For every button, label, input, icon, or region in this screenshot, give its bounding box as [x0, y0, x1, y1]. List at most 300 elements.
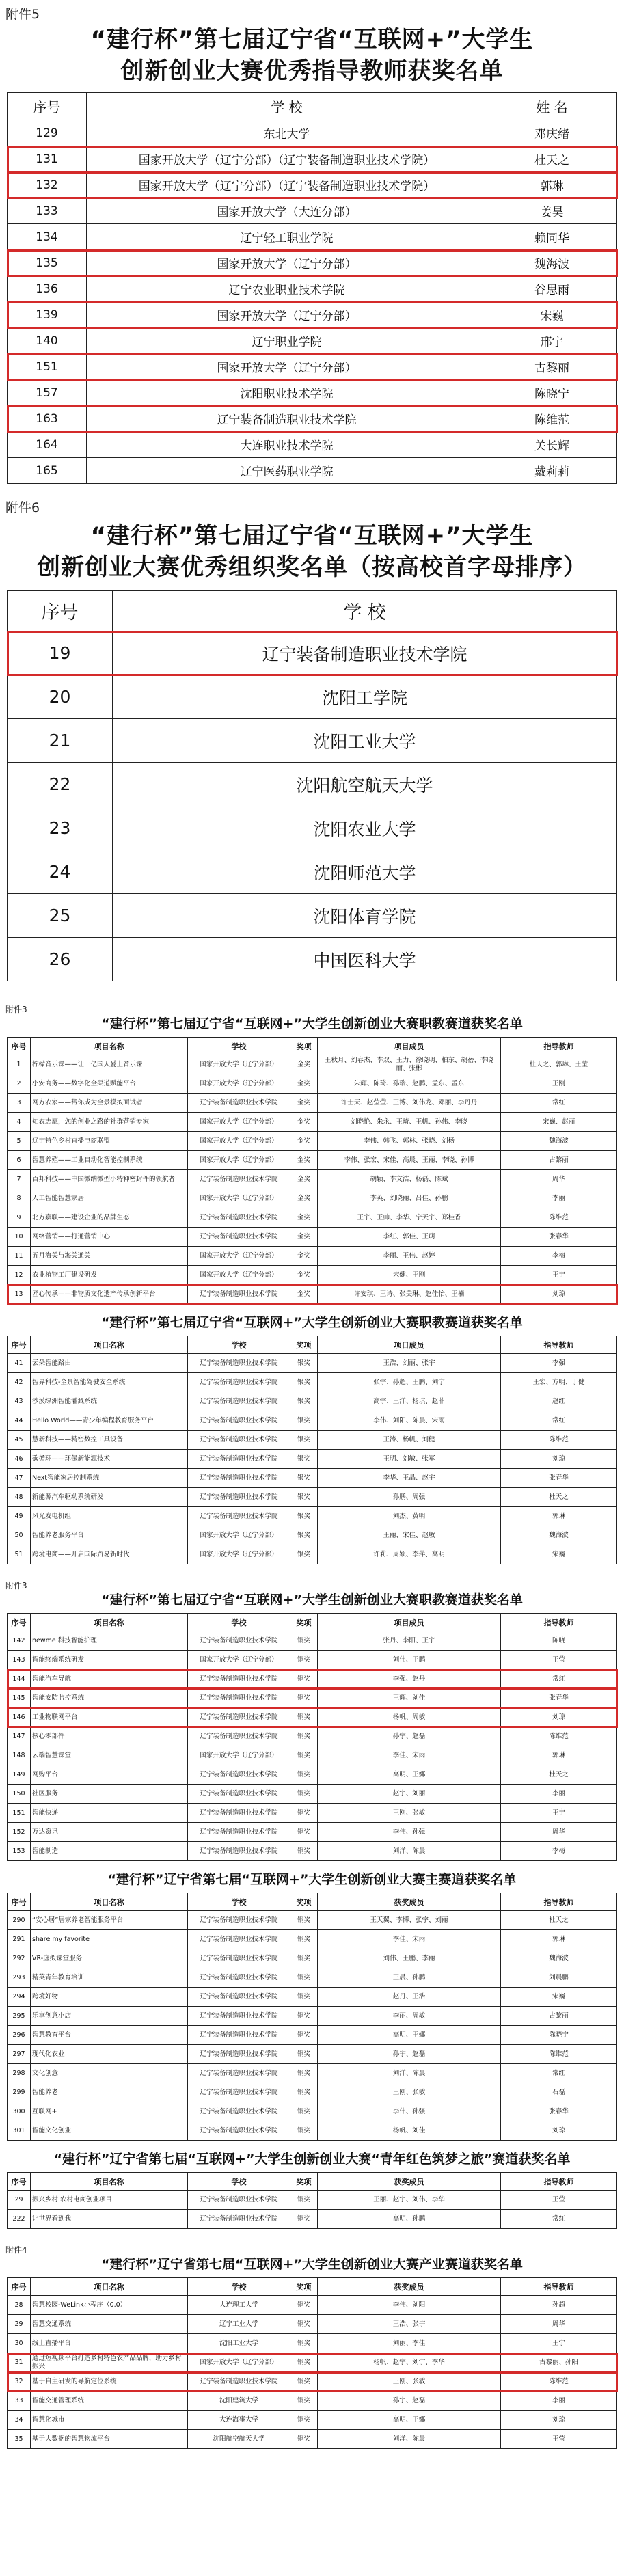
project-members: 李伟、张宏、宋佳、高晨、王丽、李晓、孙博: [318, 1151, 501, 1170]
row-number: 299: [8, 2083, 31, 2102]
project-members: 高明、王娜: [318, 2411, 501, 2430]
row-number: 144: [8, 1670, 31, 1689]
row-number: 26: [8, 938, 113, 981]
advisor-teacher: 常红: [501, 2210, 617, 2229]
project-members: 刘丽、李佳: [318, 2334, 501, 2353]
row-number: 140: [8, 328, 87, 354]
table-row: [8, 1189, 617, 1208]
row-number: 165: [8, 458, 87, 484]
advisor-teacher: 杜天之: [501, 1911, 617, 1930]
row-number: 8: [8, 1189, 31, 1208]
school-name: 国家开放大学（辽宁分部）: [188, 1113, 290, 1132]
project-name: 网方农家——帮你成为全景模拟面试者: [31, 1094, 188, 1113]
school-name: 辽宁装备制造职业技术学院: [188, 1392, 290, 1411]
main-track-rows: [8, 1911, 617, 2141]
industry-track-rows: [8, 2296, 617, 2449]
school-name: 辽宁装备制造职业技术学院: [188, 1469, 290, 1488]
school-name: 辽宁装备制造职业技术学院: [188, 1488, 290, 1507]
col-header-members: 项目成员: [318, 1038, 501, 1055]
advisor-teacher: 赵红: [501, 1392, 617, 1411]
row-number: 300: [8, 2102, 31, 2121]
project-name: 智能终端系统研发: [31, 1651, 188, 1670]
row-number: 150: [8, 1785, 31, 1804]
table-row: [8, 632, 617, 675]
project-members: 许安琪、王诗、张美琳、赵佳怡、王楠: [318, 1285, 501, 1304]
section4a-title: “建行杯”辽宁省第七届“互联网+”大学生创新创业大赛主赛道获奖名单: [107, 1872, 517, 1887]
award-level: 铜奖: [290, 2391, 318, 2411]
table-row: [8, 2045, 617, 2064]
col-header-members: 获奖成员: [318, 1893, 501, 1911]
project-name: 智能安防监控系统: [31, 1689, 188, 1708]
school-name: 辽宁装备制造职业技术学院: [188, 1373, 290, 1392]
project-members: 王涛、杨帆、刘健: [318, 1431, 501, 1450]
table-row: [8, 406, 617, 432]
row-number: 24: [8, 850, 113, 894]
table-row: [8, 2064, 617, 2083]
school-name: 辽宁装备制造职业技术学院: [188, 2210, 290, 2229]
table-row: [8, 1823, 617, 1842]
project-name: 知农志愿，您的创业之路的社群营销专家: [31, 1113, 188, 1132]
row-number: 151: [8, 354, 87, 380]
teacher-name: 谷思雨: [487, 276, 617, 302]
project-name: 人工智能智慧家居: [31, 1189, 188, 1208]
row-number: 50: [8, 1526, 31, 1545]
advisor-teacher: 陈晓: [501, 1631, 617, 1651]
award-level: 铜奖: [290, 2121, 318, 2141]
teacher-name: 古黎丽: [487, 354, 617, 380]
award-level: 铜奖: [290, 1651, 318, 1670]
table-row: [8, 302, 617, 328]
award-level: 铜奖: [290, 1631, 318, 1651]
project-members: 李伟、孙强: [318, 2102, 501, 2121]
table-row: [8, 354, 617, 380]
school-name: 国家开放大学（辽宁分部）（辽宁装备制造职业技术学院）: [87, 172, 487, 198]
col-header-members: 项目成员: [318, 1614, 501, 1631]
table-row: [8, 328, 617, 354]
project-members: 刘杰、黄明: [318, 1507, 501, 1526]
vocational-track-silver-table: [7, 1336, 617, 1564]
table-row: [8, 1842, 617, 1861]
project-members: 李佳、宋雨: [318, 1930, 501, 1949]
award-level: 金奖: [290, 1113, 318, 1132]
table-row: [8, 1670, 617, 1689]
section3c-title: “建行杯”第七届辽宁省“互联网+”大学生创新创业大赛职教赛道获奖名单: [101, 1592, 523, 1608]
school-name: 沈阳航空航天大学: [113, 763, 617, 806]
advisor-teacher: 刘琼: [501, 2411, 617, 2430]
project-members: 刘洋、陈晨: [318, 1842, 501, 1861]
award-level: 铜奖: [290, 1746, 318, 1765]
table-row: [8, 1151, 617, 1170]
project-members: 王浩、刘丽、张宇: [318, 1354, 501, 1373]
school-name: 沈阳体育学院: [113, 894, 617, 938]
advisor-teacher: 周华: [501, 1823, 617, 1842]
project-name: 乐享创意小店: [31, 2007, 188, 2026]
award-level: 铜奖: [290, 2411, 318, 2430]
table-row: [8, 1911, 617, 1930]
project-name: 智能制造: [31, 1842, 188, 1861]
school-name: 国家开放大学（辽宁分部）: [188, 1545, 290, 1564]
col-header-teacher: 指导教师: [501, 1614, 617, 1631]
advisor-teacher: 张春华: [501, 1469, 617, 1488]
row-number: 21: [8, 719, 113, 763]
award-level: 铜奖: [290, 2007, 318, 2026]
school-name: 大连理工大学: [188, 2296, 290, 2315]
award-level: 金奖: [290, 1228, 318, 1247]
award-level: 金奖: [290, 1189, 318, 1208]
school-name: 辽宁工业大学: [188, 2315, 290, 2334]
project-members: 李伟、刘阳、陈晨、宋雨: [318, 1411, 501, 1431]
teacher-name: 邓庆绪: [487, 120, 617, 146]
table-row: [8, 1266, 617, 1285]
row-number: 49: [8, 1507, 31, 1526]
table-row: [8, 2296, 617, 2315]
teacher-name: 赖同华: [487, 224, 617, 250]
table-row: [8, 2315, 617, 2334]
row-number: 2: [8, 1074, 31, 1094]
project-name: 线上直播平台: [31, 2334, 188, 2353]
col-header-award: 奖项: [290, 2278, 318, 2296]
col-header-members: 获奖成员: [318, 2278, 501, 2296]
row-number: 48: [8, 1488, 31, 1507]
advisor-teacher: 李丽: [501, 2391, 617, 2411]
row-number: 298: [8, 2064, 31, 2083]
project-members: 王天翼、李博、张宇、刘丽: [318, 1911, 501, 1930]
table-row: [8, 458, 617, 484]
advisor-teacher: 李梅: [501, 1247, 617, 1266]
school-name: 辽宁农业职业技术学院: [87, 276, 487, 302]
table-row: [8, 894, 617, 938]
table-row: [8, 1450, 617, 1469]
project-name: 通过短视频平台打造乡村特色农产品品牌，助力乡村振兴: [31, 2353, 188, 2372]
school-name: 辽宁装备制造职业技术学院: [188, 1949, 290, 1968]
table-row: [8, 1132, 617, 1151]
project-members: 王秋月、刘春杰、李双、王力、徐晓明、柏东、胡蓓、李晓丽、张彬: [318, 1055, 501, 1074]
table-row: [8, 2334, 617, 2353]
row-number: 296: [8, 2026, 31, 2045]
row-number: 32: [8, 2372, 31, 2391]
table-row: [8, 2007, 617, 2026]
project-members: 杨帆、赵宇、刘宁、李华: [318, 2353, 501, 2372]
award-level: 银奖: [290, 1450, 318, 1469]
school-name: 辽宁装备制造职业技术学院: [188, 1911, 290, 1930]
advisor-teacher: 王莹: [501, 2191, 617, 2210]
table-row: [8, 1228, 617, 1247]
table-row: [8, 1247, 617, 1266]
advisor-teacher: 李丽: [501, 1785, 617, 1804]
col-header-award: 奖项: [290, 1614, 318, 1631]
vocational-track-bronze-table: [7, 1613, 617, 1861]
advisor-teacher: 张春华: [501, 1689, 617, 1708]
school-name: 辽宁装备制造职业技术学院: [188, 1631, 290, 1651]
advisor-teacher: 宋巍: [501, 1545, 617, 1564]
table-row: [8, 1930, 617, 1949]
project-name: 智慧教育平台: [31, 2026, 188, 2045]
row-number: 143: [8, 1651, 31, 1670]
table-row: [8, 2430, 617, 2449]
award-level: 铜奖: [290, 1842, 318, 1861]
school-name: 辽宁装备制造职业技术学院: [188, 1708, 290, 1727]
advisor-teacher: 李强: [501, 1354, 617, 1373]
school-name: 国家开放大学（辽宁分部）: [188, 1651, 290, 1670]
table-row: [8, 2372, 617, 2391]
advisor-teacher: 刘琼: [501, 1285, 617, 1304]
table-row: [8, 2083, 617, 2102]
award-level: 铜奖: [290, 1949, 318, 1968]
row-number: 148: [8, 1746, 31, 1765]
school-name: 辽宁装备制造职业技术学院: [188, 2026, 290, 2045]
school-name: 辽宁装备制造职业技术学院: [188, 1823, 290, 1842]
vocational-gold-rows: [8, 1055, 617, 1304]
award-level: 金奖: [290, 1266, 318, 1285]
school-name: 国家开放大学（辽宁分部）: [188, 1151, 290, 1170]
table-row: [8, 719, 617, 763]
advisor-teacher: 古黎丽: [501, 1151, 617, 1170]
project-members: 王明、刘敏、张军: [318, 1450, 501, 1469]
row-number: 133: [8, 198, 87, 224]
school-name: 辽宁装备制造职业技术学院: [188, 1208, 290, 1228]
col-header-members: 获奖成员: [318, 2173, 501, 2191]
table-row: [8, 1727, 617, 1746]
col-header-no: 序号: [8, 2278, 31, 2296]
table-row: [8, 2411, 617, 2430]
project-members: 杨帆、刘佳: [318, 2121, 501, 2141]
project-name: 匠心传承——非物质文化遗产传承创新平台: [31, 1285, 188, 1304]
row-number: 291: [8, 1930, 31, 1949]
row-number: 293: [8, 1968, 31, 1988]
row-number: 147: [8, 1727, 31, 1746]
award-level: 铜奖: [290, 1911, 318, 1930]
col-header-school: 学 校: [113, 591, 617, 632]
school-name: 辽宁装备制造职业技术学院: [188, 1431, 290, 1450]
col-header-school: 学校: [188, 1893, 290, 1911]
table-row: [8, 1431, 617, 1450]
col-header-no: 序号: [8, 1893, 31, 1911]
advisor-teacher: 李丽: [501, 1189, 617, 1208]
project-name: 万达资讯: [31, 1823, 188, 1842]
organization-award-table: [7, 590, 617, 981]
table-row: [8, 938, 617, 981]
table-row: [8, 1968, 617, 1988]
row-number: 4: [8, 1113, 31, 1132]
col-header-award: 奖项: [290, 2173, 318, 2191]
project-name: newme 科技智能护理: [31, 1631, 188, 1651]
teacher-name: 杜天之: [487, 146, 617, 172]
school-name: 国家开放大学（辽宁分部）: [87, 354, 487, 380]
award-level: 金奖: [290, 1285, 318, 1304]
table-row: [8, 1392, 617, 1411]
col-header-teacher: 指导教师: [501, 1893, 617, 1911]
table-row: [8, 1354, 617, 1373]
project-members: 高明、孙鹏: [318, 2210, 501, 2229]
row-number: 10: [8, 1228, 31, 1247]
school-name: 沈阳师范大学: [113, 850, 617, 894]
table-row: [8, 1170, 617, 1189]
project-members: 王刚、张敏: [318, 2372, 501, 2391]
award-level: 金奖: [290, 1094, 318, 1113]
row-number: 25: [8, 894, 113, 938]
award-level: 金奖: [290, 1151, 318, 1170]
table-row: [8, 1988, 617, 2007]
col-header-school: 学校: [188, 1336, 290, 1354]
red-dream-track-table: [7, 2172, 617, 2229]
award-level: 铜奖: [290, 1670, 318, 1689]
table-row: [8, 1785, 617, 1804]
row-number: 13: [8, 1285, 31, 1304]
row-number: 1: [8, 1055, 31, 1074]
award-level: 铜奖: [290, 2083, 318, 2102]
school-name: 辽宁装备制造职业技术学院: [188, 2372, 290, 2391]
school-name: 辽宁装备制造职业技术学院: [188, 2045, 290, 2064]
project-name: 振兴乡村 农村电商创业项目: [31, 2191, 188, 2210]
table-row: [8, 1651, 617, 1670]
award-level: 银奖: [290, 1431, 318, 1450]
school-name: 中国医科大学: [113, 938, 617, 981]
advisor-teacher: 石磊: [501, 2083, 617, 2102]
school-name: 辽宁医药职业学院: [87, 458, 487, 484]
col-header-school: 学校: [188, 2278, 290, 2296]
advisor-teacher: 周华: [501, 1170, 617, 1189]
award-level: 银奖: [290, 1526, 318, 1545]
project-name: 小安商务——数字化全渠道赋能平台: [31, 1074, 188, 1094]
row-number: 164: [8, 432, 87, 458]
school-name: 辽宁装备制造职业技术学院: [188, 2064, 290, 2083]
award-level: 铜奖: [290, 1988, 318, 2007]
col-header-project: 项目名称: [31, 1038, 188, 1055]
school-name: 辽宁装备制造职业技术学院: [87, 406, 487, 432]
award-level: 铜奖: [290, 2353, 318, 2372]
advisor-teacher: 杜天之、郭琳、王莹: [501, 1055, 617, 1074]
row-number: 222: [8, 2210, 31, 2229]
col-header-school: 学校: [188, 1614, 290, 1631]
table-row: [8, 1631, 617, 1651]
project-members: 刘伟、王鹏: [318, 1651, 501, 1670]
award-level: 铜奖: [290, 2372, 318, 2391]
advisor-teacher: 宋巍、赵丽: [501, 1113, 617, 1132]
table-row: [8, 1094, 617, 1113]
teacher-name: 魏海波: [487, 250, 617, 276]
award-level: 金奖: [290, 1247, 318, 1266]
school-name: 国家开放大学（辽宁分部）: [188, 1526, 290, 1545]
advisor-teacher: 王莹: [501, 1651, 617, 1670]
advisor-teacher: 陈维范: [501, 1208, 617, 1228]
teacher-name: 姜昊: [487, 198, 617, 224]
col-header-award: 奖项: [290, 1893, 318, 1911]
project-name: 现代化农业: [31, 2045, 188, 2064]
teacher-award-table: [7, 92, 617, 484]
row-number: 139: [8, 302, 87, 328]
advisor-teacher: 古黎丽、孙阳: [501, 2353, 617, 2372]
section3a-title: “建行杯”第七届辽宁省“互联网+”大学生创新创业大赛职教赛道获奖名单: [101, 1016, 523, 1031]
table-row: [8, 1746, 617, 1765]
school-name: 辽宁装备制造职业技术学院: [188, 1727, 290, 1746]
award-level: 金奖: [290, 1132, 318, 1151]
table-row: [8, 2191, 617, 2210]
project-members: 朱辉、陈琦、孙瑞、赵鹏、孟东、孟东: [318, 1074, 501, 1094]
col-header-project: 项目名称: [31, 1614, 188, 1631]
row-number: 29: [8, 2191, 31, 2210]
advisor-teacher: 魏海波: [501, 1949, 617, 1968]
award-level: 银奖: [290, 1411, 318, 1431]
project-name: 云朵智能路由: [31, 1354, 188, 1373]
advisor-teacher: 常红: [501, 1670, 617, 1689]
project-name: 柠檬音乐课——让一亿国人爱上音乐课: [31, 1055, 188, 1074]
industry-track-table: [7, 2277, 617, 2449]
section6-title-line1: “建行杯”第七届辽宁省“互联网+”大学生: [90, 522, 534, 550]
award-level: 铜奖: [290, 2191, 318, 2210]
school-name: 国家开放大学（辽宁分部）: [188, 1074, 290, 1094]
table-row: [8, 1469, 617, 1488]
table-row: [8, 1074, 617, 1094]
row-number: 3: [8, 1094, 31, 1113]
table-row: [8, 1765, 617, 1785]
school-name: 沈阳工业大学: [113, 719, 617, 763]
teacher-name: 宋巍: [487, 302, 617, 328]
award-level: 铜奖: [290, 1708, 318, 1727]
school-name: 辽宁装备制造职业技术学院: [188, 1285, 290, 1304]
advisor-teacher: 王宁: [501, 1266, 617, 1285]
project-name: 智慧交通系统: [31, 2315, 188, 2334]
col-header-school: 学校: [188, 1038, 290, 1055]
table-row: [8, 250, 617, 276]
project-members: 王浩、张宇: [318, 2315, 501, 2334]
row-number: 33: [8, 2391, 31, 2411]
school-name: 辽宁装备制造职业技术学院: [188, 2102, 290, 2121]
project-name: “安心居”居家养老智能服务平台: [31, 1911, 188, 1930]
project-name: 智能文化创业: [31, 2121, 188, 2141]
table-row: [8, 1411, 617, 1431]
project-members: 李丽、王伟、赵婷: [318, 1247, 501, 1266]
row-number: 136: [8, 276, 87, 302]
project-members: 李伟、孙强: [318, 1823, 501, 1842]
advisor-teacher: 刘琼: [501, 1450, 617, 1469]
row-number: 129: [8, 120, 87, 146]
table-row: [8, 432, 617, 458]
school-name: 国家开放大学（大连分部）: [87, 198, 487, 224]
award-level: 铜奖: [290, 1968, 318, 1988]
award-level: 铜奖: [290, 1804, 318, 1823]
col-header-award: 奖项: [290, 1038, 318, 1055]
school-name: 辽宁轻工职业学院: [87, 224, 487, 250]
row-number: 51: [8, 1545, 31, 1564]
row-number: 142: [8, 1631, 31, 1651]
teacher-name: 戴莉莉: [487, 458, 617, 484]
col-header-no: 序号: [8, 1336, 31, 1354]
col-header-project: 项目名称: [31, 2278, 188, 2296]
school-name: 国家开放大学（辽宁分部）: [188, 1247, 290, 1266]
advisor-teacher: 魏海波: [501, 1132, 617, 1151]
advisor-teacher: 郭琳: [501, 1930, 617, 1949]
school-name: 国家开放大学（辽宁分部）: [188, 2353, 290, 2372]
project-name: 碳循环——环保新能源技术: [31, 1450, 188, 1469]
table-row: [8, 1708, 617, 1727]
school-name: 辽宁装备制造职业技术学院: [188, 1094, 290, 1113]
project-name: 云端智慧课堂: [31, 1746, 188, 1765]
vocational-track-gold-table: [7, 1037, 617, 1304]
project-name: 基于自主研发的导航定位系统: [31, 2372, 188, 2391]
row-number: 149: [8, 1765, 31, 1785]
row-number: 41: [8, 1354, 31, 1373]
vocational-silver-rows: [8, 1354, 617, 1564]
advisor-teacher: 刘琼: [501, 2121, 617, 2141]
advisor-teacher: 张春华: [501, 2102, 617, 2121]
project-name: 让世界看到我: [31, 2210, 188, 2229]
project-name: 跨境好物: [31, 1988, 188, 2007]
award-level: 银奖: [290, 1392, 318, 1411]
project-name: 网络营销——打通营销中心: [31, 1228, 188, 1247]
award-level: 金奖: [290, 1074, 318, 1094]
award-level: 银奖: [290, 1488, 318, 1507]
project-name: 精英青年教育培训: [31, 1968, 188, 1988]
